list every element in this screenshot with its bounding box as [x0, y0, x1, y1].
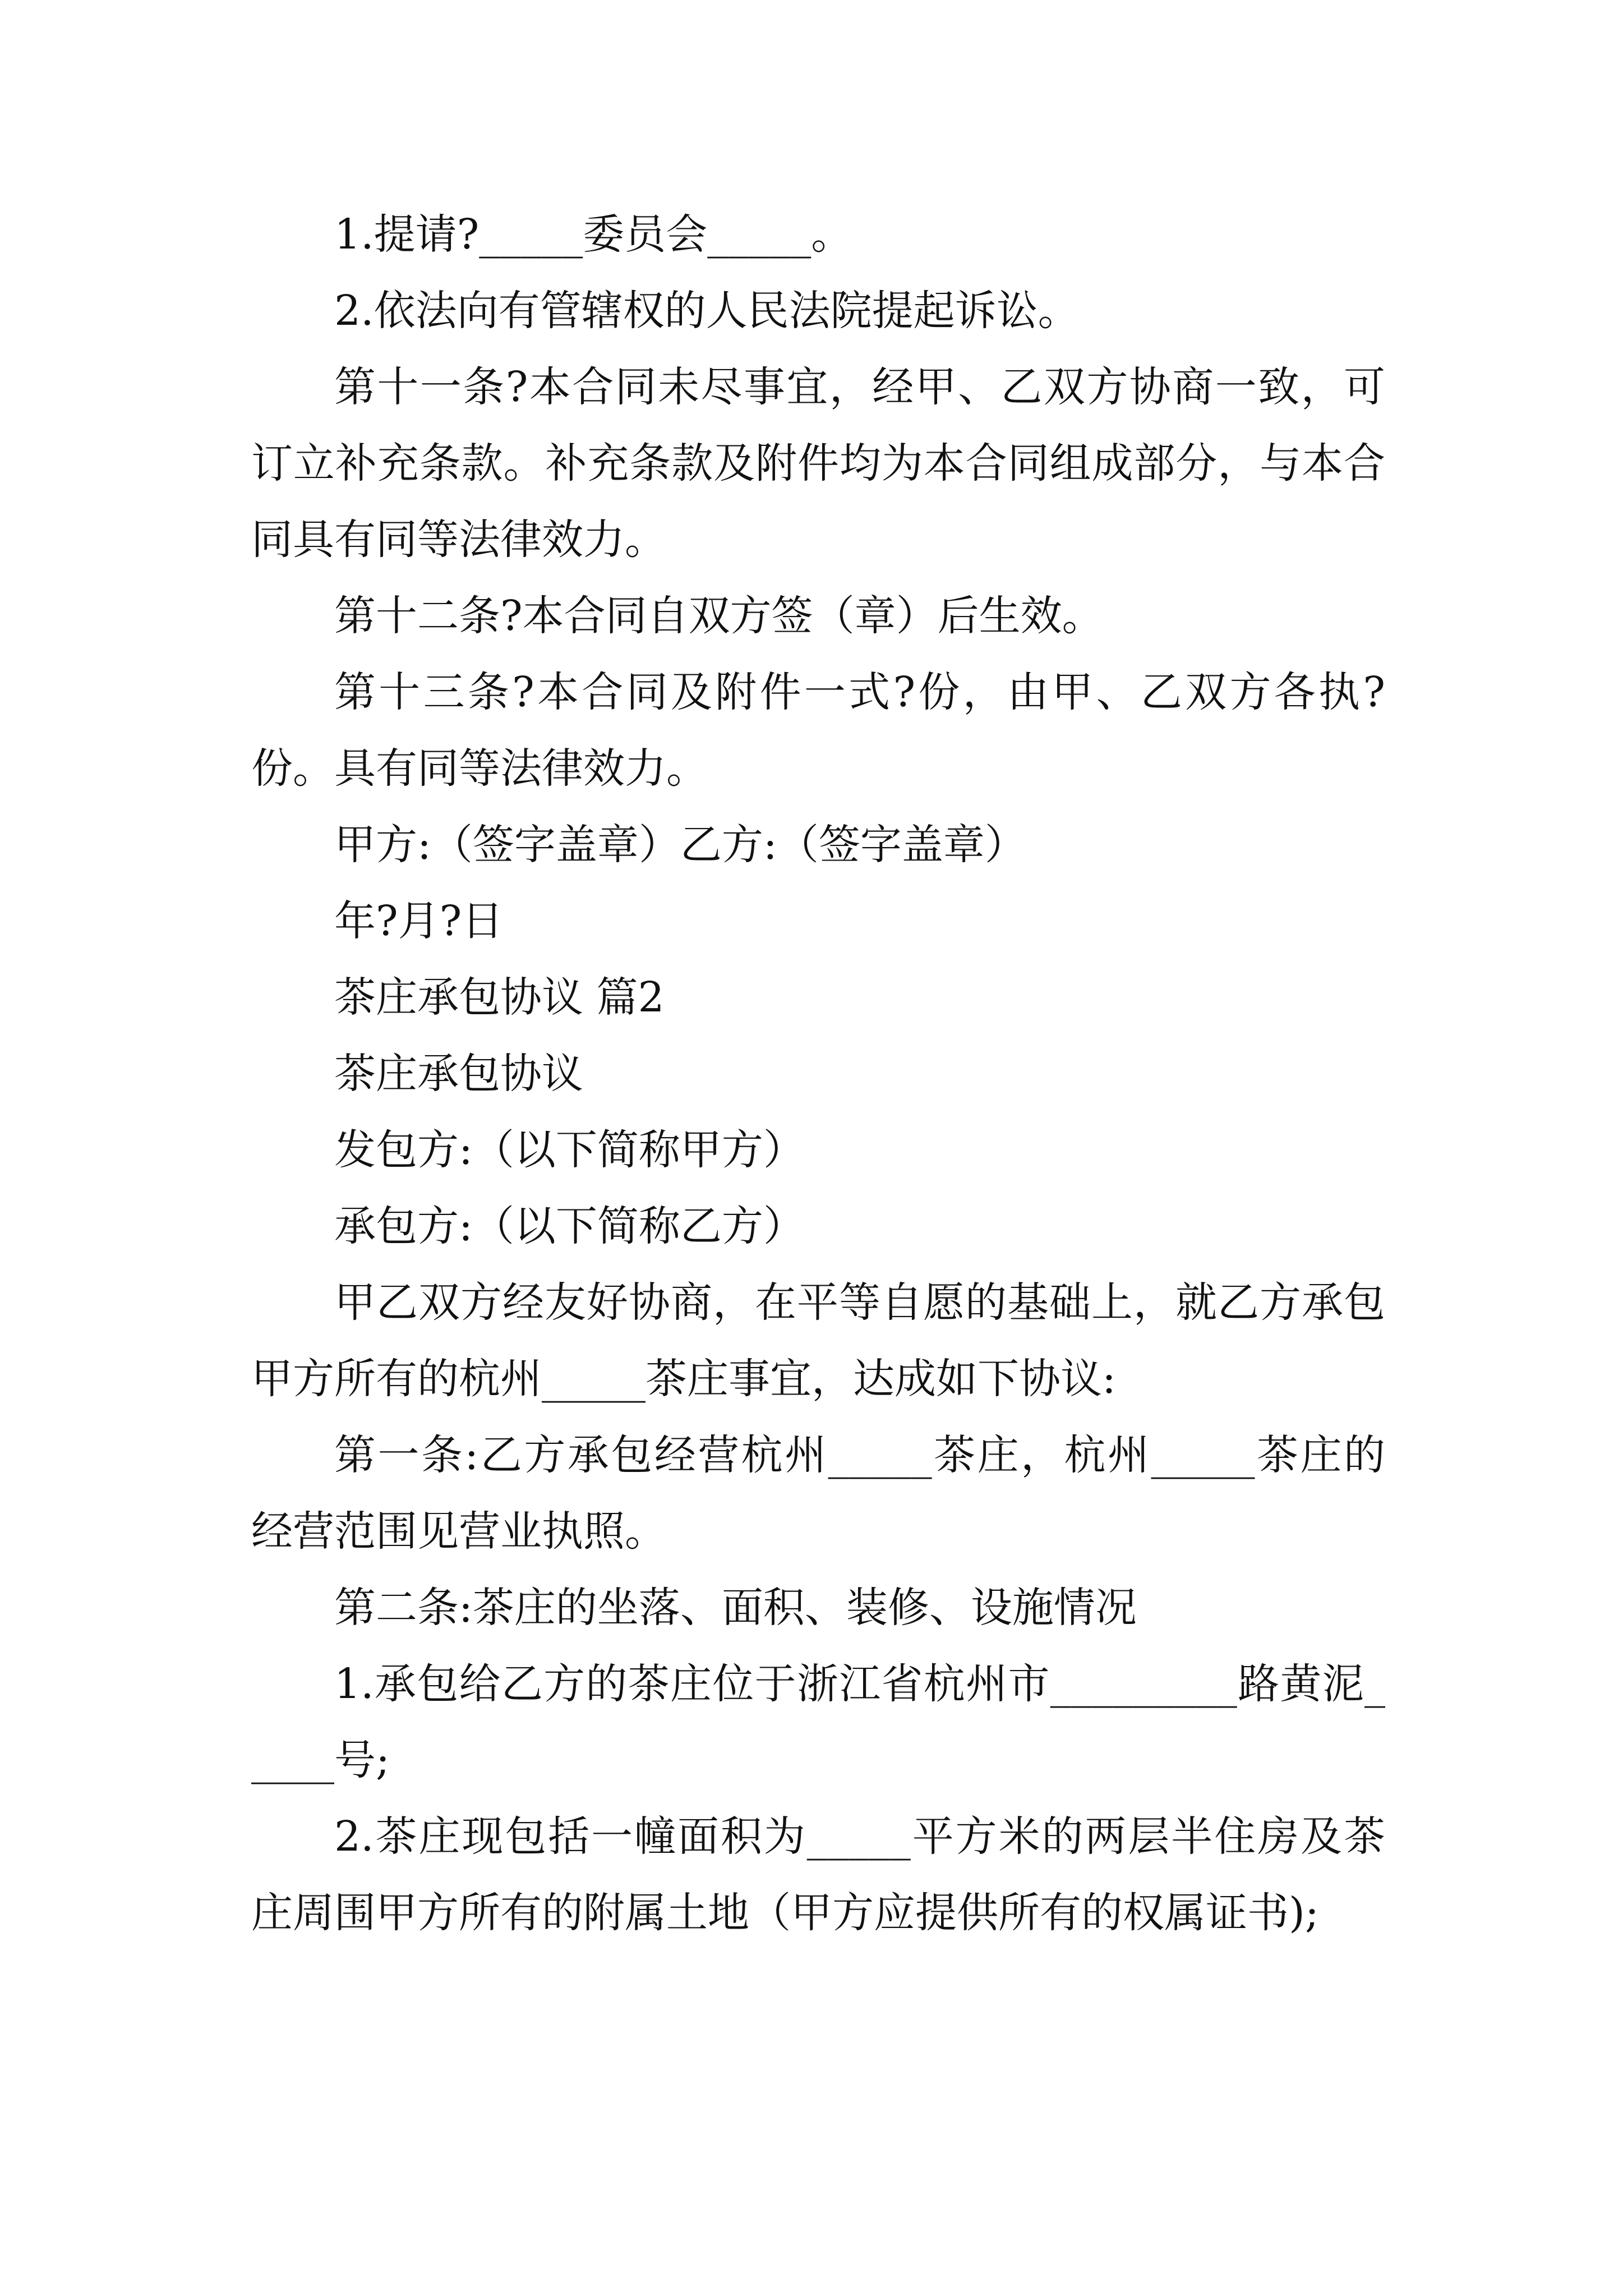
article-2-item-2: 2.茶庄现包括一幢面积为_____平方米的两层半住房及茶庄周围甲方所有的附属土地（甲方应提供所有的权属证书);	[251, 1812, 1385, 1937]
article-13: 第十三条?本合同及附件一式?份，由甲、乙双方各执?份。具有同等法律效力。	[251, 668, 1385, 793]
document-body	[251, 196, 1385, 1951]
article-2: 第二条:茶庄的坐落、面积、装修、设施情况	[334, 1584, 1137, 1632]
article-12: 第十二条?本合同自双方签（章）后生效。	[334, 592, 1104, 640]
party-a-line: 发包方:（以下简称甲方）	[334, 1126, 805, 1174]
agreement-title: 茶庄承包协议	[334, 1050, 583, 1098]
article-11: 第十一条?本合同未尽事宜，经甲、乙双方协商一致，可订立补充条款。补充条款及附件均为本合同组成部分，与本合同具有同等法律效力。	[251, 363, 1385, 564]
clause-arbitration: 1.提请?_____委员会_____。	[334, 210, 853, 259]
party-b-line: 承包方:（以下简称乙方）	[334, 1202, 805, 1250]
article-2-item-1: 1.承包给乙方的茶庄位于浙江省杭州市_________路黄泥_____号;	[251, 1660, 1385, 1784]
date-line: 年?月?日	[334, 897, 504, 945]
clause-litigation: 2.依法向有管辖权的人民法院提起诉讼。	[334, 287, 1080, 335]
article-1: 第一条:乙方承包经营杭州_____茶庄，杭州_____茶庄的经营范围见营业执照。	[251, 1431, 1385, 1556]
section-heading: 茶庄承包协议 篇2	[334, 973, 665, 1022]
preamble: 甲乙双方经友好协商，在平等自愿的基础上，就乙方承包甲方所有的杭州_____茶庄事宜，达成如下协议:	[251, 1278, 1385, 1403]
signature-line: 甲方:（签字盖章）乙方:（签字盖章）	[334, 821, 1026, 869]
